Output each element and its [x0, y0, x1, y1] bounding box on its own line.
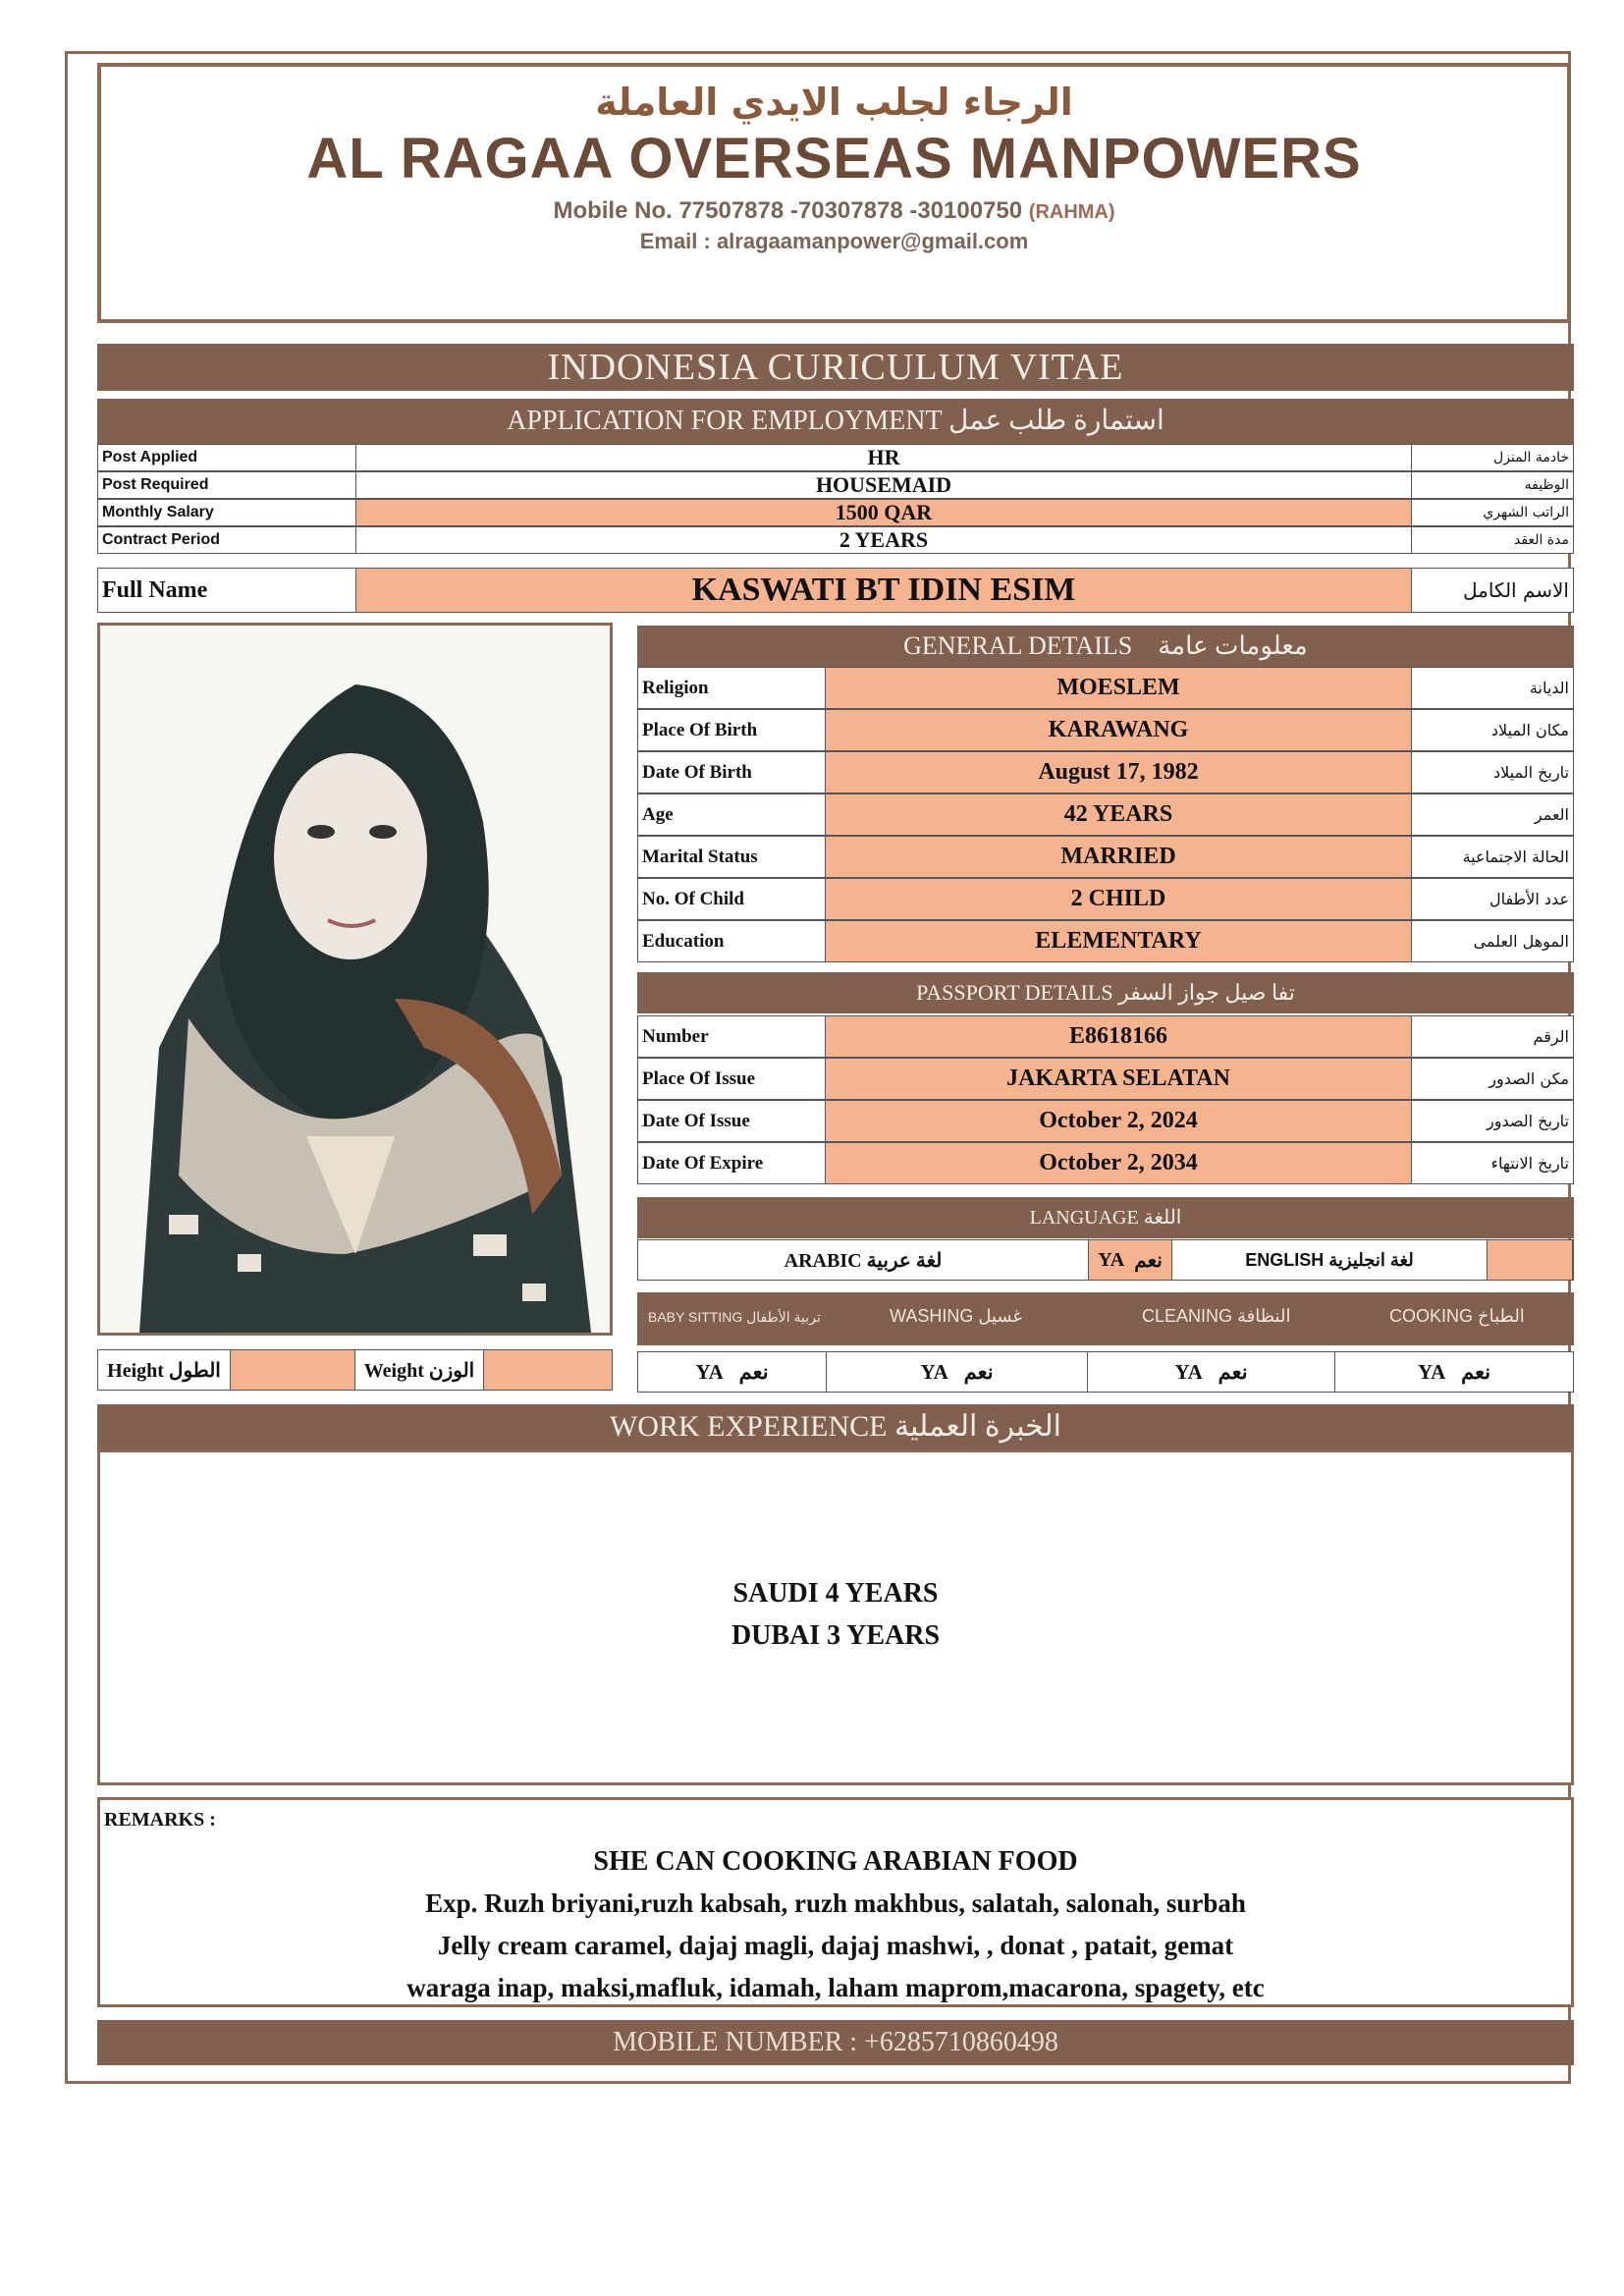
agency-mobile-tag: (RAHMA) [1028, 201, 1115, 223]
agency-mobile [101, 197, 1567, 225]
skill-label-washing: WASHING غسيل [890, 1306, 1022, 1326]
agency-mobile-numbers: Mobile No. 77507878 -70307878 -30100750 [553, 197, 1023, 224]
row-arabic-label: تاريخ الصدور [1487, 1112, 1569, 1130]
skills-values-row [637, 1351, 1574, 1393]
language-header: LANGUAGE اللغة [637, 1197, 1574, 1238]
remarks-line: waraga inap, maksi,mafluk, idamah, laham maprom,macarona, spagety, etc [406, 1973, 1265, 2002]
height-label: Height الطول [107, 1359, 221, 1382]
remarks-title: SHE CAN COOKING ARABIAN FOOD [593, 1846, 1078, 1877]
skill-yes: نعم [738, 1359, 769, 1384]
general-details-arabic-title: معلومات عامة [1158, 631, 1308, 660]
row-label: Date Of Expire [642, 1152, 764, 1174]
general-row [637, 836, 1574, 878]
row-value: August 17, 1982 [825, 752, 1412, 793]
row-value: HOUSEMAID [355, 472, 1412, 498]
skill-ya: YA [1174, 1359, 1203, 1384]
height-weight-row [97, 1349, 613, 1391]
passport-row [637, 1015, 1574, 1058]
row-label: Place Of Birth [642, 719, 758, 740]
row-label: Date Of Issue [642, 1110, 750, 1131]
skill-value-cleaning [1088, 1352, 1335, 1392]
language-english-value [1487, 1240, 1573, 1280]
row-label: Place Of Issue [642, 1067, 756, 1089]
row-arabic-label: خادمة المنزل [1493, 450, 1569, 465]
full-name-row [97, 568, 1574, 613]
row-value: MARRIED [825, 837, 1412, 877]
row-label: Marital Status [642, 846, 758, 867]
row-value: E8618166 [825, 1016, 1412, 1057]
weight-label: Weight الوزن [363, 1359, 475, 1382]
skill-value-cooking [1335, 1352, 1573, 1392]
agency-name: AL RAGAA OVERSEAS MANPOWERS [306, 127, 1362, 191]
row-label: Post Applied [102, 449, 198, 465]
row-value: October 2, 2034 [825, 1143, 1412, 1183]
row-value: October 2, 2024 [825, 1101, 1412, 1141]
row-arabic-label: العمر [1534, 805, 1569, 824]
remarks-line: Exp. Ruzh briyani,ruzh kabsah, ruzh makhbus, salatah, salonah, surbah [425, 1888, 1246, 1918]
row-label: Religion [642, 677, 709, 698]
skill-ya: YA [695, 1359, 724, 1384]
skill-ya: YA [1417, 1359, 1446, 1384]
row-value: 2 CHILD [825, 879, 1412, 919]
row-arabic-label: مدة العقد [1514, 532, 1569, 548]
general-row [637, 751, 1574, 793]
row-label: Number [642, 1025, 709, 1047]
row-value: 2 YEARS [355, 527, 1412, 553]
passport-row [637, 1058, 1574, 1100]
row-value: KARAWANG [825, 710, 1412, 750]
applicant-photo [97, 623, 613, 1336]
height-value [230, 1350, 355, 1390]
row-label: Education [642, 930, 725, 952]
remarks-label: REMARKS : [104, 1809, 216, 1831]
row-arabic-label: الموهل العلمى [1473, 932, 1569, 951]
language-arabic-value [1088, 1240, 1172, 1280]
row-arabic-label: الراتب الشهري [1483, 505, 1569, 520]
mobile-footer: MOBILE NUMBER : +6285710860498 [97, 2020, 1574, 2065]
row-label: Age [642, 803, 674, 825]
agency-arabic-name: الرجاء لجلب الايدي العاملة [595, 81, 1073, 124]
row-arabic-label: الديانة [1529, 679, 1569, 697]
agency-email: Email : alragaamanpower@gmail.com [639, 229, 1029, 253]
skill-label-cooking: COOKING الطباخ [1389, 1306, 1525, 1326]
passport-details-header: PASSPORT DETAILS تفا صيل جواز السفر [637, 972, 1574, 1013]
cv-title: INDONESIA CURICULUM VITAE [97, 344, 1574, 391]
row-arabic-label: الوظيفه [1524, 477, 1569, 493]
work-experience-box [97, 1449, 1574, 1785]
row-label: Date Of Birth [642, 761, 752, 783]
row-value: JAKARTA SELATAN [825, 1059, 1412, 1099]
language-arabic-label: ARABIC لغة عربية [784, 1249, 943, 1272]
general-row [637, 878, 1574, 920]
application-header: APPLICATION FOR EMPLOYMENT استمارة طلب عمل [97, 399, 1574, 444]
agency-header [97, 63, 1571, 323]
full-name-label: Full Name [102, 576, 208, 603]
skill-yes: نعم [963, 1359, 994, 1384]
application-row [97, 471, 1574, 499]
general-row [637, 793, 1574, 836]
skill-value-baby-sitting [638, 1352, 827, 1392]
row-value: ELEMENTARY [825, 921, 1412, 961]
row-arabic-label: مكن الصدور [1489, 1069, 1569, 1088]
row-label: Post Required [102, 476, 209, 493]
weight-value [483, 1350, 612, 1390]
row-value: MOESLEM [825, 668, 1412, 708]
work-experience-line: SAUDI 4 YEARS [732, 1578, 939, 1609]
row-arabic-label: تاريخ الميلاد [1493, 763, 1569, 782]
passport-row [637, 1142, 1574, 1184]
row-value: HR [355, 445, 1412, 470]
work-experience-line: DUBAI 3 YEARS [731, 1620, 941, 1651]
language-arabic-ya: YA [1098, 1248, 1125, 1271]
language-row [637, 1239, 1574, 1281]
row-value: 42 YEARS [825, 794, 1412, 835]
row-label: Contract Period [102, 531, 221, 548]
full-name-arabic-label: الاسم الكامل [1462, 578, 1569, 602]
full-name-value: KASWATI BT IDIN ESIM [355, 569, 1412, 612]
application-row [97, 526, 1574, 554]
application-row [97, 499, 1574, 526]
language-english-label: ENGLISH لغة انجليزية [1245, 1249, 1414, 1270]
work-experience-header: WORK EXPERIENCE الخبرة العملية [97, 1404, 1574, 1449]
skill-value-washing [827, 1352, 1088, 1392]
row-arabic-label: الرقم [1533, 1027, 1569, 1046]
row-value: 1500 QAR [355, 500, 1412, 525]
application-row [97, 444, 1574, 471]
skill-ya: YA [920, 1359, 948, 1384]
skill-yes: نعم [1218, 1359, 1248, 1384]
row-arabic-label: مكان الميلاد [1490, 721, 1569, 739]
row-arabic-label: الحالة الاجتماعية [1462, 847, 1569, 866]
applicant-photo-illustration [100, 626, 610, 1333]
skill-label-baby-sitting: BABY SITTING تربية الأطفال [648, 1309, 821, 1325]
row-arabic-label: تاريخ الانتهاء [1490, 1154, 1569, 1173]
general-row [637, 920, 1574, 962]
general-details-header [637, 626, 1574, 667]
skill-label-cleaning: CLEANING النظافة [1142, 1306, 1291, 1326]
language-arabic-yes: نعم [1134, 1249, 1163, 1272]
passport-row [637, 1100, 1574, 1142]
general-row [637, 667, 1574, 709]
row-label: Monthly Salary [102, 504, 214, 520]
remarks-line: Jelly cream caramel, dajaj magli, dajaj mashwi, , donat , patait, gemat [437, 1931, 1234, 1960]
skill-yes: نعم [1461, 1359, 1491, 1384]
row-label: No. Of Child [642, 888, 744, 909]
general-row [637, 709, 1574, 751]
general-details-title: GENERAL DETAILS [903, 631, 1133, 660]
row-arabic-label: عدد الأطفال [1489, 890, 1569, 908]
